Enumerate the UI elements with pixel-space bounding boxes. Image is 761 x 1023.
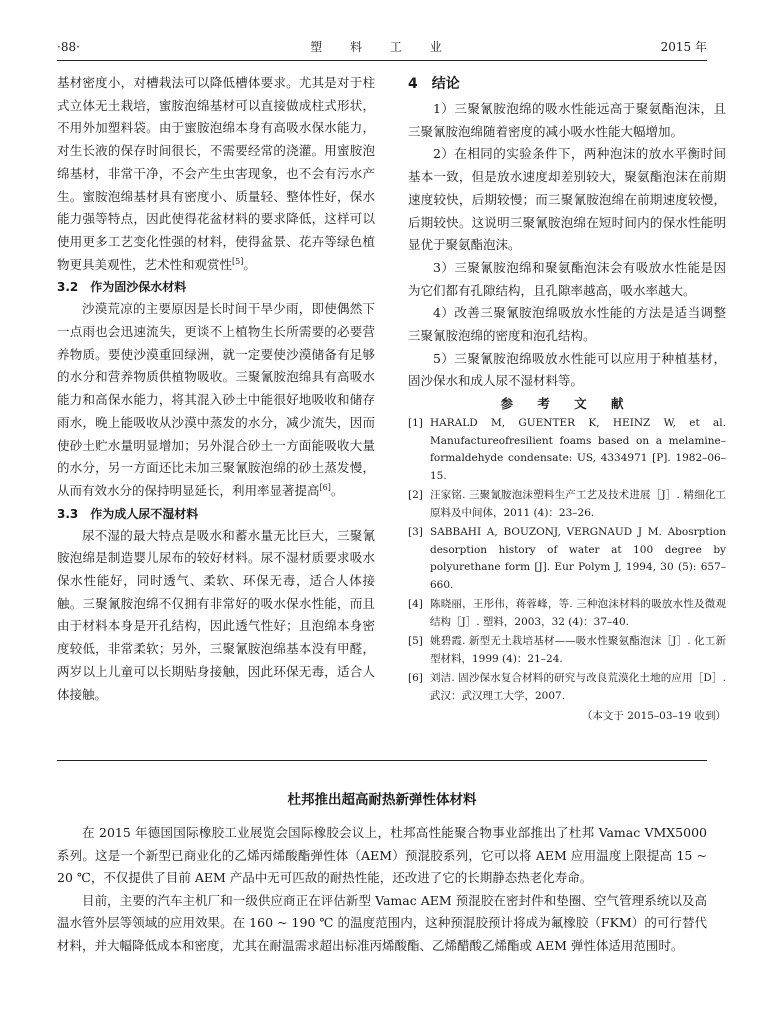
reference-item: [2] 汪家铭. 三聚氰胺泡沫塑料生产工艺及技术进展［J］. 精细化工原料及中间体，2011 (4)：23–26. — [408, 489, 726, 519]
news-paragraph-2: 目前，主要的汽车主机厂和一级供应商正在评估新型 Vamac AEM 预混胶在密封件和垫圈、空气管理系统以及高温水管外层等领域的应用效果。在 160 ~ 190 ℃ 的温度范围内，这种预混胶预计将成为氟橡胶（FKM）的可行替代材料，并大幅降低成本和密度，尤其在耐温需求超出标准丙烯酸酯、乙烯醋酸乙烯酯或 AEM 弹性体适用范围时。 — [57, 892, 707, 953]
conclusion-3: 3）三聚氰胺泡绵和聚氨酯泡沫会有吸放水性能是因为它们都有孔隙结构，且孔隙率越高，吸水率越大。 — [408, 259, 726, 298]
news-title: 杜邦推出超高耐热新弹性体材料 — [287, 792, 477, 808]
reference-item: [3] SABBAHI A, BOUZONJ, VERGNAUD J M. Abosrption desorption history of water at 100 degree by polyurethane form [J]. Eur Polym J, 1994, 30 (5): 657–660. — [408, 526, 726, 591]
section-4-heading: 4 结论 — [408, 76, 460, 92]
citation-6[interactable]: [6] — [319, 482, 331, 492]
journal-name: 塑 料 工 业 — [310, 40, 454, 54]
intro-paragraph: 基材密度小，对槽栽法可以降低槽体要求。尤其是对于柱式立体无土栽培，蜜胺泡绵基材可以直接做成柱式形状，不用外加塑料袋。由于蜜胺泡绵本身有高吸水保水能力，对生长液的保存时间很长，不需要经常的浇灌。用蜜胺泡绵基材，非常干净，不会产生虫害现象，也不会有污水产生。蜜胺泡绵基材具有密度小、质量轻、整体性好，保水能力强等特点，因此使得花盆材料的要求降低，这样可以使用更多工艺变化性强的材料，使得盆景、花卉等绿色植物更具美观性，艺术性和观赏性[5]。 — [57, 75, 375, 272]
section-3-3-heading: 3.3 作为成人尿不湿材料 — [57, 506, 199, 521]
citation-5[interactable]: [5] — [232, 256, 244, 266]
section-3-3-paragraph: 尿不湿的最大特点是吸水和蓄水量无比巨大，三聚氰胺泡绵是制造婴儿尿布的较好材料。尿不湿材质要求吸水保水性能好，同时透气、柔软、环保无毒，适合人体接触。三聚氰胺泡绵不仅拥有非常好的吸水保水性能，而且由于材料本身是开孔结构，因此透气性好；且泡绵本身密度较低，非常柔软；另外，三聚氰胺泡绵基本没有甲醛，两岁以上儿童可以长期贴身接触，因此环保无毒，适合人体接触。 — [57, 527, 375, 702]
running-header — [57, 36, 707, 58]
header-rule — [57, 60, 707, 61]
news-paragraph-1: 在 2015 年德国国际橡胶工业展览会国际橡胶会议上，杜邦高性能聚合物事业部推出了杜邦 Vamac VMX5000 系列。这是一个新型已商业化的乙烯丙烯酸酯弹性体（AEM）预混胶系列，它可以将 AEM 应用温度上限提高 15 ~ 20 ℃，不仅提供了目前 AEM 产品中无可匹敌的耐热性能，还改进了它的长期静态热老化寿命。 — [57, 825, 707, 885]
left-column — [57, 72, 375, 706]
section-3-2-heading: 3.2 作为固沙保水材料 — [57, 280, 187, 295]
reference-item: [6] 刘洁. 固沙保水复合材料的研究与改良荒漠化土地的应用［D］. 武汉：武汉理工大学，2007. — [408, 672, 726, 702]
section-divider — [57, 760, 707, 761]
section-3-2-paragraph: 沙漠荒凉的主要原因是长时间干旱少雨，即使偶然下一点雨也会迅速流失，更谈不上植物生长所需要的必要营养物质。要使沙漠重回绿洲，就一定要使沙漠储备有足够的水分和营养物质供植物吸收。三聚氰胺泡绵具有高吸水能力和高保水能力，将其混入砂土中能很好地吸收和储存雨水，晚上能吸收从沙漠中蒸发的水分，减少流失，因而使砂土贮水量明显增加；另外混合砂土一方面能吸收大量的水分，另一方面还比未加三聚氰胺泡绵的砂土蒸发慢，从而有效水分的保持明显延长，利用率显著提高[6]。 — [57, 301, 375, 498]
reference-item: [5] 姚碧霞. 新型无土栽培基材——吸水性聚氨酯泡沫［J］. 化工新型材料，1999 (4)：21–24. — [408, 635, 726, 665]
received-date: （本文于 2015–03–19 收到） — [581, 710, 726, 723]
conclusion-5: 5）三聚氰胺泡绵吸放水性能可以应用于种植基材，固沙保水和成人尿不湿材料等。 — [408, 350, 726, 389]
conclusion-4: 4）改善三聚氰胺泡绵吸放水性能的方法是适当调整三聚氰胺泡绵的密度和泡孔结构。 — [408, 305, 726, 344]
page-number: ·88· — [57, 40, 80, 54]
reference-item: [1] HARALD M, GUENTER K, HEINZ W, et al. Manufactureofresilient foams based on a melamine–formaldehyde condensate: US, 4334971 [P]. 1982–06–15. — [408, 417, 726, 482]
conclusion-2: 2）在相同的实验条件下，两种泡沫的放水平衡时间基本一致，但是放水速度却差别较大，聚氨酯泡沫在前期速度较快，后期较慢；而三聚氰胺泡绵在前期速度较慢，后期较快。这说明三聚氰胺泡绵在短时间内的保水性能明显优于聚氨酯泡沫。 — [408, 146, 726, 253]
journal-year: 2015 年 — [660, 40, 707, 54]
conclusion-1: 1）三聚氰胺泡绵的吸水性能远高于聚氨酯泡沫，且三聚氰胺泡绵随着密度的减小吸水性能大幅增加。 — [408, 101, 726, 139]
right-column — [408, 72, 726, 725]
references-heading: 参 考 文 献 — [500, 396, 634, 412]
news-body — [57, 822, 707, 957]
reference-item: [4] 陈晓丽，王彤伟，蒋蓉峰，等. 三种泡沫材料的吸放水性及微观结构［J］. 塑料，2003，32 (4)：37–40. — [408, 598, 726, 628]
